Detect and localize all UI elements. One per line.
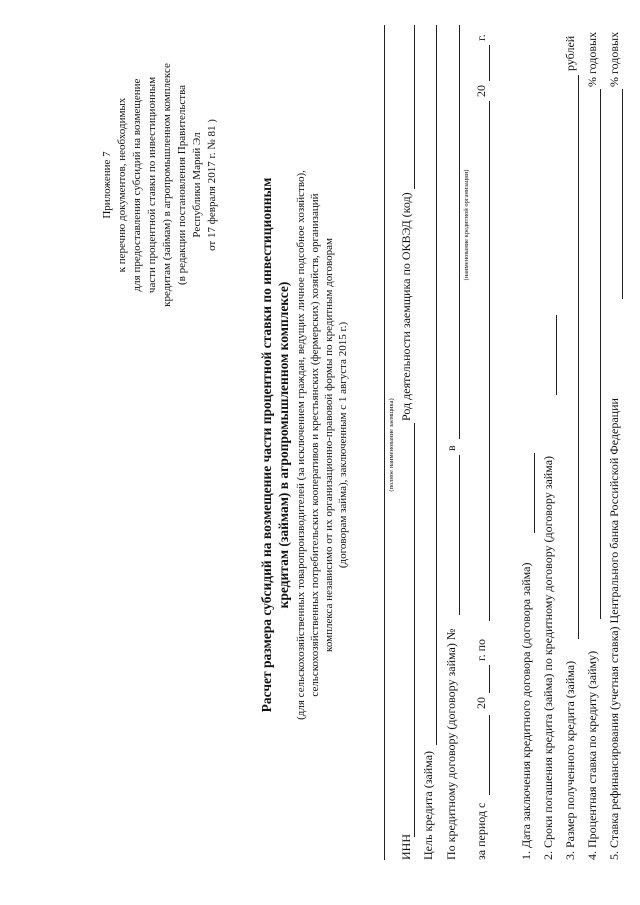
activity-label: Род деятельности заемщика по ОКВЭД (код) xyxy=(399,192,413,421)
period-from-year-field[interactable] xyxy=(489,665,490,693)
item-1-field[interactable] xyxy=(534,453,535,533)
item-5-unit: % годовых xyxy=(607,31,621,87)
item-3-label: 3. Размер полученного кредита (займа) xyxy=(563,660,577,860)
period-from-day-field[interactable] xyxy=(489,715,490,795)
title-line-2: кредитам (займам) в агропромышленном комплексе) xyxy=(276,281,291,609)
year-suffix-2: г. xyxy=(474,34,488,41)
appendix-line-8: от 17 февраля 2017 г. № 81 ) xyxy=(206,119,218,251)
year-prefix-1: 20 xyxy=(474,697,488,709)
item-2-field[interactable] xyxy=(556,315,557,395)
item-4-unit: % годовых xyxy=(585,31,599,87)
subtitle-line-3: комплекса независимо от их организационно-правовой формы по кредитным договорам xyxy=(323,238,335,652)
subtitle-line-4: (договорам займа), заключенным с 1 августа 2015 г.) xyxy=(337,321,349,569)
item-1-label: 1. Дата заключения кредитного договора (договора займа) xyxy=(519,562,533,860)
appendix-line-7: Республики Марий Эл xyxy=(191,132,203,238)
subtitle xyxy=(294,95,350,795)
inn-label: ИНН xyxy=(399,834,413,860)
inn-field[interactable] xyxy=(414,423,415,837)
item-5-field[interactable] xyxy=(622,89,623,299)
item-2-label: 2. Сроки погашения кредита (займа) по кредитному договору (договору займа) xyxy=(541,455,555,860)
appendix-line-4: части процентной ставки по инвестиционным xyxy=(146,76,158,294)
appendix-line-1: Приложение 7 xyxy=(101,151,113,219)
contract-label: По кредитному договору (договору займа) № xyxy=(444,628,458,860)
subtitle-line-1: (для сельскохозяйственных товаропроизводителей (за исключением граждан, ведущих личное подсобное хозяйство), xyxy=(295,170,307,720)
title-line-1: Расчет размера субсидий на возмещение части процентной ставки по инвестиционным xyxy=(259,177,274,713)
bank-hint: (наименование кредитной организации) xyxy=(463,169,470,281)
appendix-line-2: к перечню документов, необходимых xyxy=(116,97,128,273)
purpose-field[interactable] xyxy=(436,25,437,745)
year-suffix-1: г. по xyxy=(474,639,488,661)
item-4-field[interactable] xyxy=(600,89,601,619)
appendix-block xyxy=(100,25,220,345)
year-prefix-2: 20 xyxy=(474,85,488,97)
item-3-field[interactable] xyxy=(578,75,579,639)
period-from-label: за период с xyxy=(474,802,488,860)
activity-field[interactable] xyxy=(414,25,415,189)
borrower-name-line[interactable] xyxy=(384,25,385,860)
purpose-label: Цель кредита (займа) xyxy=(421,750,435,860)
item-3-unit: рублей xyxy=(563,35,577,71)
item-5-label: 5. Ставка рефинансирования (учетная ставка) Центрального банка Российской Федерации xyxy=(607,398,621,860)
subtitle-line-2: сельскохозяйственных потребительских кооперативов и крестьянских (фермерских) хозяйств, организаций xyxy=(309,193,321,697)
contract-number-field[interactable] xyxy=(459,455,460,615)
appendix-line-5: кредитам (займам) в агропромышленном комплексе xyxy=(161,63,173,307)
borrower-hint: (полное наименование заемщика) xyxy=(388,398,395,492)
bank-name-field[interactable] xyxy=(459,25,460,439)
page-title xyxy=(258,95,292,795)
appendix-line-3: для предоставления субсидий на возмещение xyxy=(131,78,143,292)
appendix-line-6: (в редакции постановления Правительства xyxy=(176,84,188,286)
in-bank-label: в xyxy=(444,445,458,451)
period-to-year-field[interactable] xyxy=(489,45,490,81)
period-to-day-field[interactable] xyxy=(489,101,490,621)
item-4-label: 4. Процентная ставка по кредиту (займу) xyxy=(585,650,599,860)
